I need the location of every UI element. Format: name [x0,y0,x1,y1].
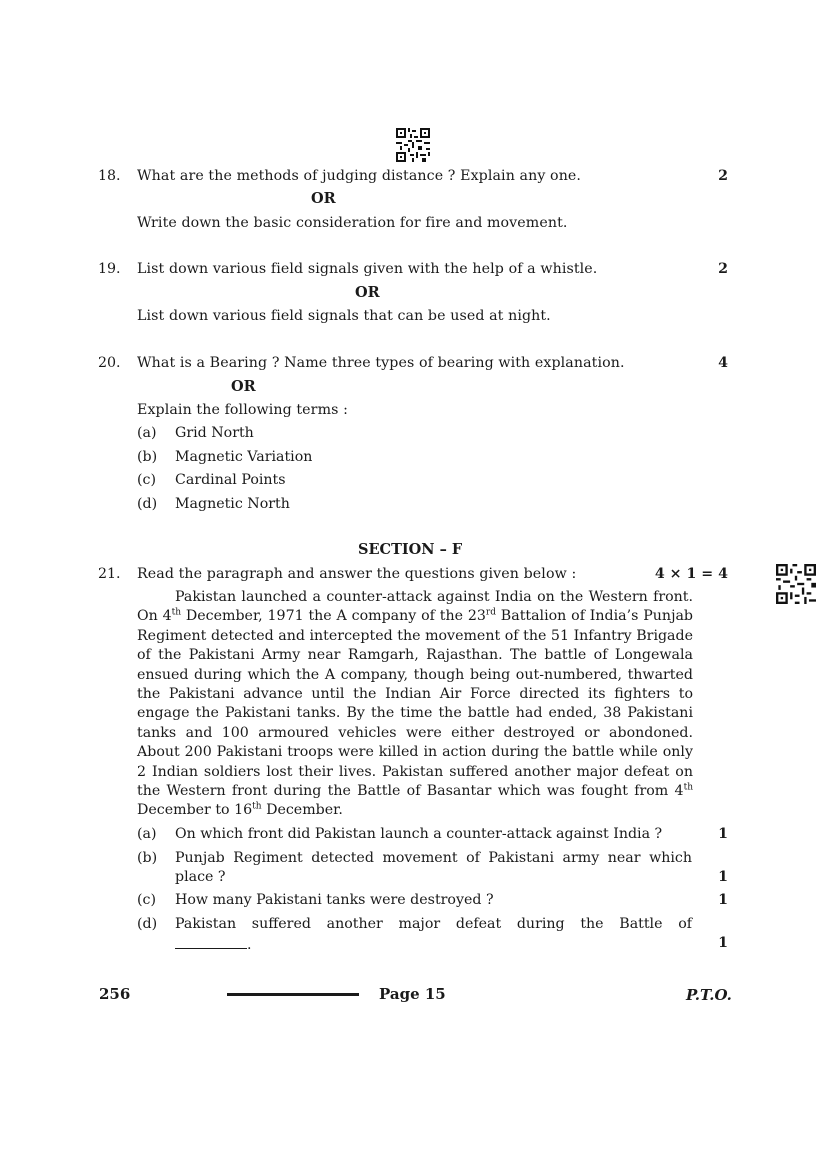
reading-passage [137,588,693,821]
alternative-question-text: Write down the basic consideration for fire and movement. [137,215,568,231]
question-text: What is a Bearing ? Name three types of bearing with explanation. [137,355,625,371]
qr-code-icon [776,564,816,604]
term-label: (d) [137,496,158,512]
question-text: List down various field signals given with the help of a whistle. [137,261,598,277]
question-number: 19. [98,261,121,277]
term-label: (a) [137,425,157,441]
or-separator: OR [355,284,380,301]
question-marks: 4 × 1 = 4 [654,566,728,582]
question-marks: 2 [718,168,728,184]
or-separator: OR [311,190,336,207]
sub-question-text: On which front did Pakistan launch a counter-attack against India ? [175,826,663,842]
sub-question-text-continued: place ? [175,869,226,885]
term-text: Cardinal Points [175,472,286,488]
or-separator: OR [231,378,256,395]
question-number: 18. [98,168,121,184]
fill-in-blank [175,934,252,954]
sub-question-label: (c) [137,892,157,908]
qr-code-icon [396,128,430,162]
section-heading: SECTION – F [358,541,463,558]
question-marks: 4 [718,355,728,371]
question-text: What are the methods of judging distance ? Explain any one. [137,168,582,184]
alternative-question-text: List down various field signals that can be used at night. [137,308,551,324]
ordinal-suffix: th [171,607,182,618]
ordinal-suffix: th [683,782,693,793]
ordinal-suffix: rd [485,607,496,618]
sub-question-text: Punjab Regiment detected movement of Pakistani army near which [175,850,692,866]
sub-question-text: Pakistan suffered another major defeat during the Battle of [175,916,692,932]
question-marks: 2 [718,261,728,277]
question-number: 21. [98,566,121,582]
passage-text: December. [261,802,343,819]
passage-text: Pakistan launched a counter-attack against India on the Western front. On 4 [137,589,693,625]
answer-blank-line [175,934,247,949]
term-text: Magnetic North [175,496,290,512]
question-text: Read the paragraph and answer the questions given below : [137,566,577,582]
ordinal-suffix: th [252,801,262,812]
term-text: Grid North [175,425,254,441]
page-number: Page 15 [379,985,446,1003]
passage-text: December, 1971 the A company of the 23 [181,608,486,625]
term-text: Magnetic Variation [175,449,313,465]
sub-question-marks: 1 [718,826,728,842]
please-turn-over: P.T.O. [686,986,732,1004]
term-label: (b) [137,449,158,465]
sub-question-label: (d) [137,916,158,932]
alternative-question-text: Explain the following terms : [137,402,348,418]
sub-question-marks: 1 [718,869,728,885]
sub-question-text: How many Pakistani tanks were destroyed ? [175,892,494,908]
sub-question-marks: 1 [718,935,728,951]
question-number: 20. [98,355,121,371]
passage-text: December to 16 [137,802,253,819]
sub-question-label: (a) [137,826,157,842]
passage-text: Battalion of India’s Punjab Regiment detected and intercepted the movement of the 51 Infantry Brigade of the Pakistani Army near Ramgarh, Rajasthan. The battle of Longewala ensued during which the A company, though being out-numbered, thwarted the Pakistani advance until the Indian Air Force directed its fighters to engage the Pakistani tanks. By the time the battle had ended, 38 Pakistani tanks and 100 armoured vehicles were either destroyed or abondoned. About 200 Pakistani troops were killed in action during the battle while only 2 Indian soldiers lost their lives. Pakistan suffered another major defeat on the Western front during the Battle of Basantar which was fought from 4 [137,608,694,800]
paper-code: 256 [99,985,131,1003]
sub-question-marks: 1 [718,892,728,908]
footer-divider [227,993,359,996]
term-label: (c) [137,472,157,488]
blank-terminator: . [247,937,252,953]
sub-question-label: (b) [137,850,158,866]
